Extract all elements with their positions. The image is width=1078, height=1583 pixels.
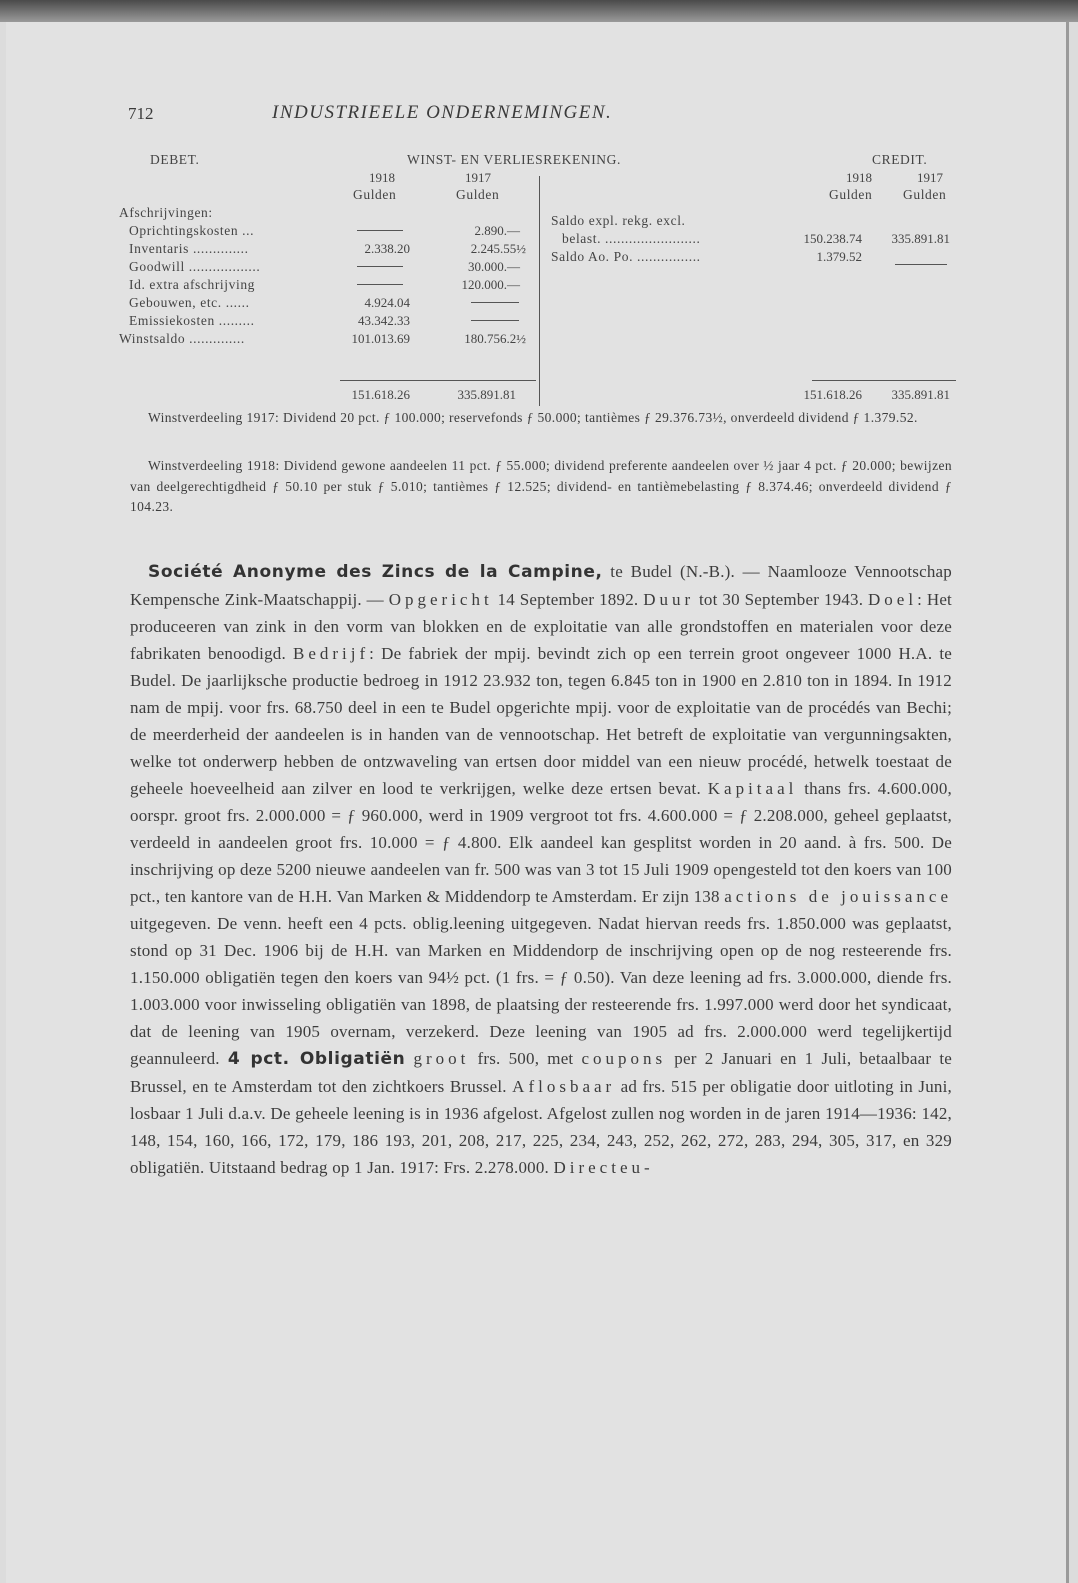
entry-text: : Het produceeren van zink in den vorm van blokken en de exploitatie van alle grondstoffen en materialen voor deze fabrikaten benoodigd. (130, 590, 952, 663)
debit-row-1917: 30.000.— (468, 259, 520, 274)
debet-header: DEBET. (150, 152, 200, 167)
debit-row-1918: 4.924.04 (364, 295, 410, 310)
label-directeuren: Directeu- (553, 1158, 654, 1177)
debit-total-1917: 335.891.81 (457, 387, 516, 402)
label-actions-de-jouissance: actions de jouissance (724, 887, 952, 906)
debit-unit-1918: Gulden (353, 187, 397, 202)
debit-row-label: Inventaris .............. (129, 241, 249, 256)
debit-total-1918: 151.618.26 (351, 387, 410, 402)
running-head: INDUSTRIEELE ONDERNEMINGEN. (272, 102, 613, 123)
label-coupons: coupons (581, 1049, 667, 1068)
label-kapitaal: Kapitaal (707, 779, 798, 798)
debit-row-1917-dash (471, 302, 519, 303)
credit-unit-1918: Gulden (829, 187, 873, 202)
winstsaldo-label: Winstsaldo .............. (119, 331, 245, 346)
entry-text: 14 September 1892. (492, 590, 644, 609)
entry-text: te Budel (N.-B.). — Naamlooze Vennootschap Kempensche Zink-Maatschappij. — (130, 562, 953, 609)
debit-row-label: Goodwill .................. (129, 259, 261, 274)
credit-row-1918: 150.238.74 (803, 231, 862, 246)
entry-text: per 2 Januari en 1 Juli, betaalbaar te Brussel, en te Amsterdam tot den zichtkoers Brussel. (130, 1049, 953, 1096)
credit-row-1917-dash (895, 264, 947, 265)
debit-row-1917: 120.000.— (461, 277, 520, 292)
credit-total-1918: 151.618.26 (803, 387, 862, 402)
label-doel: Doel (868, 590, 918, 609)
label-opgericht: Opgericht (388, 590, 493, 609)
entry-text (405, 1049, 413, 1068)
entry-text: ad frs. 515 per obligatie door uitloting in Juni, losbaar 1 Juli d.a.v. De geheele leening is in 1936 afgelost. Afgelost zullen nog worden in de jaren 1914—1936: 142, 148, 154, 160, 166, 172, 179, 186 193, 201, 208, 217, 225, 234, 243, 252, 262, 272, 283, 294, 305, 317, en 329 obligatiën. Uitstaand bedrag op 1 Jan. 1917: Frs. 2.278.000. (130, 1077, 952, 1177)
label-obligaties: 4 pct. Obligatiën (227, 1049, 406, 1069)
credit-row-label-cont: belast. ........................ (562, 231, 701, 246)
debit-total-rule (340, 380, 536, 381)
winstverdeeling-1918: Winstverdeeling 1918: Dividend gewone aandeelen 11 pct. ƒ 55.000; dividend preferente aandeelen over ½ jaar 4 pct. ƒ 20.000; bewijzen van deelgerechtigdheid ƒ 50.10 per stuk ƒ 5.010; tantièmes ƒ 12.525; dividend- en tantièmebelasting ƒ 8.374.46; onverdeeld dividend ƒ 104.23. (130, 458, 952, 514)
scan-top-edge (0, 0, 1078, 22)
credit-total-rule (812, 380, 956, 381)
debit-row-label: Emissiekosten ......... (129, 313, 255, 328)
credit-year-1917: 1917 (917, 170, 943, 185)
label-bedrijf: Bedrijf (293, 644, 370, 663)
debit-row-label: Id. extra afschrijving (129, 277, 256, 292)
debit-year-1918: 1918 (369, 170, 395, 185)
debit-row-label: Gebouwen, etc. ...... (129, 295, 250, 310)
debit-group-label: Afschrijvingen: (119, 205, 213, 220)
credit-header: CREDIT. (872, 152, 928, 167)
label-aflosbaar: Aflosbaar (512, 1077, 616, 1096)
debit-row-1918-dash (357, 266, 403, 267)
company-name: Société Anonyme des Zincs de la Campine, (148, 562, 603, 582)
entry-text: frs. 500, met (469, 1049, 582, 1068)
label-groot: groot (413, 1049, 470, 1068)
credit-row-label: Saldo Ao. Po. ................ (551, 249, 701, 264)
credit-unit-1917: Gulden (903, 187, 947, 202)
debit-unit-1917: Gulden (456, 187, 500, 202)
table-title: WINST- EN VERLIESREKENING. (407, 152, 621, 167)
credit-year-1918: 1918 (846, 170, 872, 185)
debit-row-label: Oprichtingskosten ... (129, 223, 255, 238)
debit-row-1917: 2.890.— (474, 223, 520, 238)
label-duur: Duur (643, 590, 695, 609)
entry-text: tot 30 September 1943. (694, 590, 869, 609)
credit-row-1917: 335.891.81 (891, 231, 950, 246)
winstsaldo-1918: 101.013.69 (351, 331, 410, 346)
winstsaldo-1917: 180.756.2½ (464, 331, 526, 346)
page-number: 712 (128, 104, 154, 123)
entry-text: thans frs. 4.600.000, oorspr. groot frs. 2.000.000 = ƒ 960.000, werd in 1909 vergroot tot frs. 4.600.000 = ƒ 2.208.000, geheel geplaatst, verdeeld in aandeelen groot frs. 10.000 = ƒ 4.800. Elk aandeel kan gesplitst worden in 20 aand. à frs. 500. De inschrijving op deze 5200 nieuwe aandeelen van fr. 500 was van 3 tot 15 Juli 1909 opengesteld tot den koers van 100 pct., ten kantore van de H.H. Van Marken & Middendorp te Amsterdam. Er zijn 138 (130, 779, 952, 906)
page-right-edge (1066, 22, 1069, 1583)
winstverdeeling-1917: Winstverdeeling 1917: Dividend 20 pct. ƒ 100.000; reservefonds ƒ 50.000; tantièmes ƒ 29.376.73½, onverdeeld dividend ƒ 1.379.52. (148, 410, 918, 425)
credit-total-1917: 335.891.81 (891, 387, 950, 402)
entry-text: : De fabriek der mpij. bevindt zich op een terrein groot ongeveer 1000 H.A. te Budel. De jaarlijksche productie bedroeg in 1912 23.932 ton, tegen 6.845 ton in 1900 en 2.810 ton in 1894. In 1912 nam de mpij. voor frs. 68.750 deel in een te Budel opgerichte mpij. voor de exploitatie van de procédés van Bechi; de meerderheid der aandeelen is in handen van de vennootschap. Het betreft de exploitatie van vergunningsakten, welke tot onderwerp hebben de ontzwaveling van ertsen door middel van een nieuw procédé, hetwelk toestaat de geheele hoeveelheid aan zilver en lood te verkrijgen, welke deze ertsen bevat. (130, 644, 952, 798)
debit-row-1918-dash (357, 284, 403, 285)
debit-row-1918-dash (357, 230, 403, 231)
debit-year-1917: 1917 (465, 170, 491, 185)
company-entry (130, 558, 952, 1181)
entry-text: uitgegeven. De venn. heeft een 4 pcts. oblig.leening uitgegeven. Nadat hiervan reeds frs. 1.850.000 was geplaatst, stond op 31 Dec. 1906 bij de H.H. van Marken en Middendorp de inschrijving open op de nog resteerende frs. 1.150.000 obligatiën tegen den koers van 94½ pct. (1 frs. = ƒ 0.50). Van deze leening ad frs. 3.000.000, diende frs. 1.003.000 voor inwisseling obligatiën van 1898, de plaatsing der resteerende frs. 1.997.000 werd door het syndicaat, dat de leening van 1905 overnam, verzekerd. Deze leening van 1905 ad frs. 2.000.000 werd tegelijkertijd geannuleerd. (130, 914, 952, 1068)
table-column-divider (539, 176, 540, 406)
debit-row-1917-dash (471, 320, 519, 321)
debit-row-1917: 2.245.55½ (470, 241, 526, 256)
debit-row-1918: 43.342.33 (358, 313, 410, 328)
credit-row-1918: 1.379.52 (816, 249, 862, 264)
debit-row-1918: 2.338.20 (364, 241, 410, 256)
credit-row-label: Saldo expl. rekg. excl. (551, 213, 686, 228)
